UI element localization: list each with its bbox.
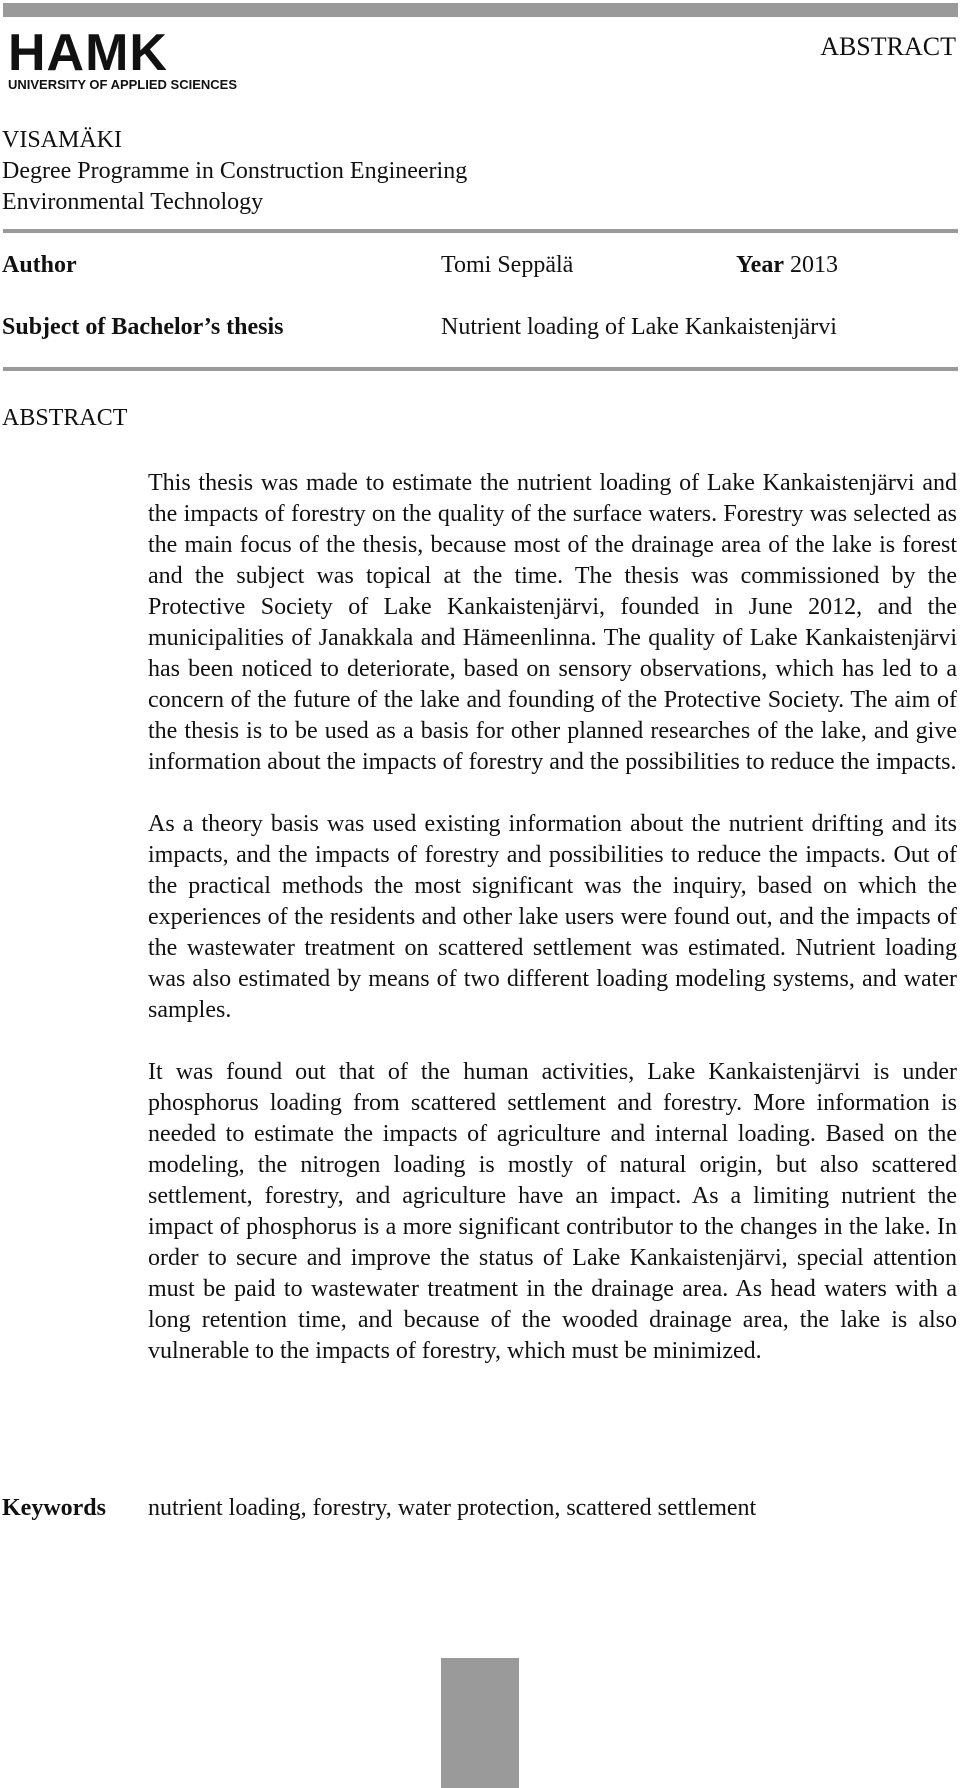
field-of-study: Environmental Technology	[2, 189, 264, 215]
abstract-paragraph: As a theory basis was used existing information about the nutrient drifting and its impacts, and the impacts of forestry and possibilities to reduce the impacts. Out of the practical methods the most significant was the inquiry, based on which the experiences of the residents and other lake users were found out, and the impacts of the wastewater treatment on scattered settlement was estimated. Nutrient loading was also estimated by means of two different loading modeling systems, and water samples.	[148, 811, 957, 1023]
year-field	[736, 252, 838, 279]
top-rule	[3, 3, 958, 17]
keywords-label: Keywords	[2, 1495, 106, 1521]
hamk-logo	[8, 24, 248, 92]
header-abstract-tag: ABSTRACT	[820, 32, 956, 61]
abstract-body	[148, 468, 957, 1367]
abstract-heading: ABSTRACT	[2, 405, 128, 431]
campus-name: VISAMÄKI	[2, 127, 122, 153]
author-label: Author	[2, 252, 77, 278]
keywords-value: nutrient loading, forestry, water protection, scattered settlement	[148, 1495, 757, 1521]
author-value: Tomi Seppälä	[441, 252, 574, 278]
year-value: 2013	[789, 252, 838, 278]
logo-subtitle: UNIVERSITY OF APPLIED SCIENCES	[8, 77, 237, 92]
divider-lower	[3, 367, 958, 371]
footer-block	[441, 1658, 519, 1788]
subject-value: Nutrient loading of Lake Kankaistenjärvi	[441, 314, 837, 340]
program-info	[2, 125, 467, 218]
subject-label: Subject of Bachelor’s thesis	[2, 314, 284, 340]
abstract-paragraph: This thesis was made to estimate the nutrient loading of Lake Kankaistenjärvi and the impacts of forestry on the quality of the surface waters. Forestry was selected as the main focus of the thesis, because most of the drainage area of the lake is forest and the subject was topical at the time. The thesis was commissioned by the Protective Society of Lake Kankaistenjärvi, founded in June 2012, and the municipalities of Janakkala and Hämeenlinna. The quality of Lake Kankaistenjärvi has been noticed to deteriorate, based on sensory observations, which has led to a concern of the future of the lake and founding of the Protective Society. The aim of the thesis is to be used as a basis for other planned researches of the lake, and give information about the impacts of forestry and the possibilities to reduce the impacts.	[148, 470, 957, 775]
logo-wordmark: HAMK	[8, 24, 168, 82]
abstract-paragraph: It was found out that of the human activities, Lake Kankaistenjärvi is under phosphorus loading from scattered settlement and forestry. More information is needed to estimate the impacts of agriculture and internal loading. Based on the modeling, the nitrogen loading is mostly of natural origin, but also scattered settlement, forestry, and agriculture have an impact. As a limiting nutrient the impact of phosphorus is a more significant contributor to the changes in the lake. In order to secure and improve the status of Lake Kankaistenjärvi, special attention must be paid to wastewater treatment in the drainage area. As head waters with a long retention time, and because of the wooded drainage area, the lake is also vulnerable to the impacts of forestry, which must be minimized.	[148, 1059, 957, 1364]
year-label: Year	[736, 252, 784, 278]
degree-programme: Degree Programme in Construction Engineering	[2, 158, 468, 184]
divider-upper	[3, 229, 958, 233]
